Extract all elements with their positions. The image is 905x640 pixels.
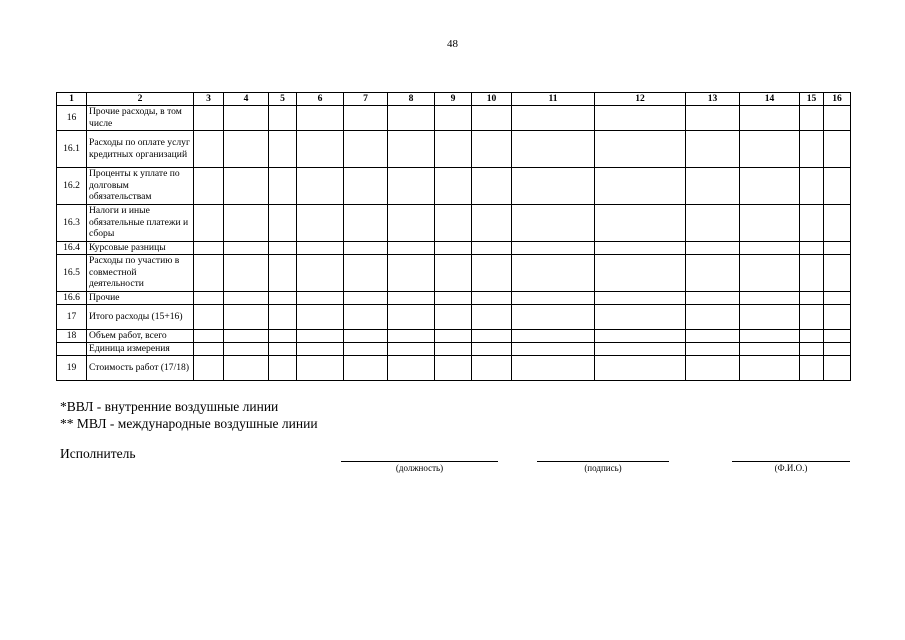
data-cell xyxy=(194,105,224,130)
data-cell xyxy=(194,254,224,291)
data-cell xyxy=(472,304,512,329)
col-header-13: 13 xyxy=(686,93,740,106)
row-name: Прочие расходы, в том числе xyxy=(87,105,194,130)
data-cell xyxy=(297,204,344,241)
col-header-14: 14 xyxy=(740,93,800,106)
data-cell xyxy=(435,355,472,380)
name-signature-line xyxy=(732,461,850,473)
data-cell xyxy=(595,241,686,254)
executor-label: Исполнитель xyxy=(60,446,136,461)
data-cell xyxy=(435,167,472,204)
data-cell xyxy=(824,105,851,130)
row-name: Налоги и иные обязательные платежи и сборы xyxy=(87,204,194,241)
row-name: Проценты к уплате по долговым обязательствам xyxy=(87,167,194,204)
data-cell xyxy=(595,291,686,304)
data-cell xyxy=(800,355,824,380)
data-cell xyxy=(297,167,344,204)
col-header-4: 4 xyxy=(224,93,269,106)
row-name: Расходы по оплате услуг кредитных организаций xyxy=(87,130,194,167)
data-cell xyxy=(224,204,269,241)
data-cell xyxy=(224,304,269,329)
data-cell xyxy=(472,241,512,254)
data-cell xyxy=(800,329,824,342)
data-cell xyxy=(686,204,740,241)
data-cell xyxy=(344,130,388,167)
data-cell xyxy=(388,342,435,355)
data-cell xyxy=(388,105,435,130)
data-cell xyxy=(297,304,344,329)
data-cell xyxy=(224,130,269,167)
table-row xyxy=(57,304,851,329)
data-cell xyxy=(686,105,740,130)
data-cell xyxy=(224,355,269,380)
row-number: 16.2 xyxy=(57,167,87,204)
data-cell xyxy=(740,342,800,355)
data-cell xyxy=(297,291,344,304)
data-cell xyxy=(194,342,224,355)
data-cell xyxy=(388,304,435,329)
position-signature-line xyxy=(341,461,498,473)
data-cell xyxy=(800,105,824,130)
data-cell xyxy=(224,105,269,130)
data-cell xyxy=(269,355,297,380)
row-name: Объем работ, всего xyxy=(87,329,194,342)
col-header-2: 2 xyxy=(87,93,194,106)
data-cell xyxy=(512,329,595,342)
data-cell xyxy=(512,204,595,241)
data-cell xyxy=(800,291,824,304)
data-cell xyxy=(595,130,686,167)
table-row xyxy=(57,291,851,304)
data-cell xyxy=(344,329,388,342)
row-name: Единица измерения xyxy=(87,342,194,355)
data-cell xyxy=(595,329,686,342)
row-number: 16.1 xyxy=(57,130,87,167)
data-cell xyxy=(740,355,800,380)
data-cell xyxy=(512,167,595,204)
data-cell xyxy=(388,291,435,304)
data-cell xyxy=(224,254,269,291)
col-header-5: 5 xyxy=(269,93,297,106)
table-row xyxy=(57,355,851,380)
signature-caption: (подпись) xyxy=(584,463,622,473)
data-cell xyxy=(194,329,224,342)
row-number xyxy=(57,342,87,355)
data-cell xyxy=(472,342,512,355)
table-row xyxy=(57,130,851,167)
data-cell xyxy=(224,291,269,304)
row-name: Расходы по участию в совместной деятельности xyxy=(87,254,194,291)
data-cell xyxy=(824,254,851,291)
data-cell xyxy=(740,291,800,304)
header-row xyxy=(57,93,851,106)
data-cell xyxy=(512,105,595,130)
data-cell xyxy=(740,204,800,241)
data-cell xyxy=(512,304,595,329)
data-cell xyxy=(269,241,297,254)
data-cell xyxy=(740,241,800,254)
data-cell xyxy=(435,241,472,254)
data-cell xyxy=(824,167,851,204)
expense-table xyxy=(56,92,851,381)
data-cell xyxy=(269,254,297,291)
data-cell xyxy=(269,329,297,342)
data-cell xyxy=(194,355,224,380)
row-number: 18 xyxy=(57,329,87,342)
row-number: 16.4 xyxy=(57,241,87,254)
data-cell xyxy=(435,329,472,342)
data-cell xyxy=(472,254,512,291)
data-cell xyxy=(824,241,851,254)
data-cell xyxy=(297,130,344,167)
col-header-15: 15 xyxy=(800,93,824,106)
data-cell xyxy=(269,204,297,241)
data-cell xyxy=(269,291,297,304)
col-header-3: 3 xyxy=(194,93,224,106)
data-cell xyxy=(800,130,824,167)
data-cell xyxy=(194,241,224,254)
data-cell xyxy=(740,105,800,130)
data-cell xyxy=(595,342,686,355)
data-cell xyxy=(269,304,297,329)
data-cell xyxy=(686,342,740,355)
data-cell xyxy=(388,355,435,380)
data-cell xyxy=(344,342,388,355)
row-number: 16.6 xyxy=(57,291,87,304)
row-number: 16.5 xyxy=(57,254,87,291)
data-cell xyxy=(194,167,224,204)
data-cell xyxy=(595,355,686,380)
data-cell xyxy=(595,167,686,204)
data-cell xyxy=(344,105,388,130)
row-number: 17 xyxy=(57,304,87,329)
table-row xyxy=(57,342,851,355)
col-header-9: 9 xyxy=(435,93,472,106)
data-cell xyxy=(344,241,388,254)
table-row xyxy=(57,254,851,291)
page-number: 48 xyxy=(447,38,458,50)
data-cell xyxy=(388,130,435,167)
data-cell xyxy=(824,291,851,304)
data-cell xyxy=(224,241,269,254)
data-cell xyxy=(224,342,269,355)
row-number: 16 xyxy=(57,105,87,130)
data-cell xyxy=(297,355,344,380)
data-cell xyxy=(595,105,686,130)
table-row xyxy=(57,105,851,130)
data-cell xyxy=(297,241,344,254)
data-cell xyxy=(512,241,595,254)
row-number: 19 xyxy=(57,355,87,380)
data-cell xyxy=(740,304,800,329)
data-cell xyxy=(435,342,472,355)
data-cell xyxy=(344,304,388,329)
data-cell xyxy=(800,204,824,241)
data-cell xyxy=(800,304,824,329)
data-cell xyxy=(595,254,686,291)
footnotes xyxy=(60,398,318,432)
data-cell xyxy=(388,241,435,254)
data-cell xyxy=(344,254,388,291)
data-cell xyxy=(800,241,824,254)
col-header-12: 12 xyxy=(595,93,686,106)
data-cell xyxy=(435,254,472,291)
data-cell xyxy=(824,204,851,241)
row-name: Стоимость работ (17/18) xyxy=(87,355,194,380)
data-cell xyxy=(297,342,344,355)
data-cell xyxy=(686,254,740,291)
row-name: Курсовые разницы xyxy=(87,241,194,254)
data-cell xyxy=(194,204,224,241)
data-cell xyxy=(194,304,224,329)
data-cell xyxy=(435,130,472,167)
row-number: 16.3 xyxy=(57,204,87,241)
table-row xyxy=(57,241,851,254)
col-header-7: 7 xyxy=(344,93,388,106)
data-cell xyxy=(224,329,269,342)
col-header-1: 1 xyxy=(57,93,87,106)
data-cell xyxy=(194,291,224,304)
col-header-10: 10 xyxy=(472,93,512,106)
data-cell xyxy=(686,167,740,204)
data-cell xyxy=(512,355,595,380)
data-cell xyxy=(472,167,512,204)
data-cell xyxy=(740,254,800,291)
data-cell xyxy=(388,254,435,291)
data-cell xyxy=(686,130,740,167)
data-cell xyxy=(686,291,740,304)
data-cell xyxy=(269,105,297,130)
data-cell xyxy=(435,291,472,304)
footnote-mvl: ** МВЛ - международные воздушные линии xyxy=(60,416,318,431)
col-header-8: 8 xyxy=(388,93,435,106)
row-name: Итого расходы (15+16) xyxy=(87,304,194,329)
data-cell xyxy=(435,304,472,329)
data-cell xyxy=(512,342,595,355)
data-cell xyxy=(269,130,297,167)
data-cell xyxy=(344,355,388,380)
data-cell xyxy=(435,204,472,241)
data-cell xyxy=(686,355,740,380)
data-cell xyxy=(344,291,388,304)
data-cell xyxy=(435,105,472,130)
signature-line xyxy=(537,461,669,473)
data-cell xyxy=(472,291,512,304)
data-cell xyxy=(297,329,344,342)
data-cell xyxy=(472,105,512,130)
data-cell xyxy=(297,254,344,291)
data-cell xyxy=(388,167,435,204)
data-cell xyxy=(269,167,297,204)
data-cell xyxy=(472,355,512,380)
col-header-16: 16 xyxy=(824,93,851,106)
data-cell xyxy=(740,130,800,167)
table-body xyxy=(57,105,851,380)
footnote-vvl: *ВВЛ - внутренние воздушные линии xyxy=(60,399,279,414)
name-caption: (Ф.И.О.) xyxy=(774,463,808,473)
data-cell xyxy=(472,329,512,342)
data-cell xyxy=(512,130,595,167)
data-cell xyxy=(824,342,851,355)
table-row xyxy=(57,204,851,241)
data-cell xyxy=(344,167,388,204)
data-cell xyxy=(740,329,800,342)
row-name: Прочие xyxy=(87,291,194,304)
table-row xyxy=(57,329,851,342)
data-cell xyxy=(824,304,851,329)
data-cell xyxy=(224,167,269,204)
data-cell xyxy=(686,329,740,342)
data-cell xyxy=(472,204,512,241)
col-header-11: 11 xyxy=(512,93,595,106)
data-cell xyxy=(512,291,595,304)
col-header-6: 6 xyxy=(297,93,344,106)
data-cell xyxy=(388,329,435,342)
position-caption: (должность) xyxy=(395,463,444,473)
data-cell xyxy=(194,130,224,167)
table-row xyxy=(57,167,851,204)
data-cell xyxy=(824,329,851,342)
data-cell xyxy=(472,130,512,167)
data-cell xyxy=(388,204,435,241)
data-cell xyxy=(512,254,595,291)
data-cell xyxy=(800,342,824,355)
data-cell xyxy=(686,241,740,254)
data-cell xyxy=(824,355,851,380)
data-cell xyxy=(344,204,388,241)
data-cell xyxy=(595,204,686,241)
data-cell xyxy=(269,342,297,355)
data-cell xyxy=(740,167,800,204)
data-cell xyxy=(686,304,740,329)
data-cell xyxy=(800,254,824,291)
data-cell xyxy=(297,105,344,130)
data-cell xyxy=(824,130,851,167)
data-cell xyxy=(800,167,824,204)
data-cell xyxy=(595,304,686,329)
